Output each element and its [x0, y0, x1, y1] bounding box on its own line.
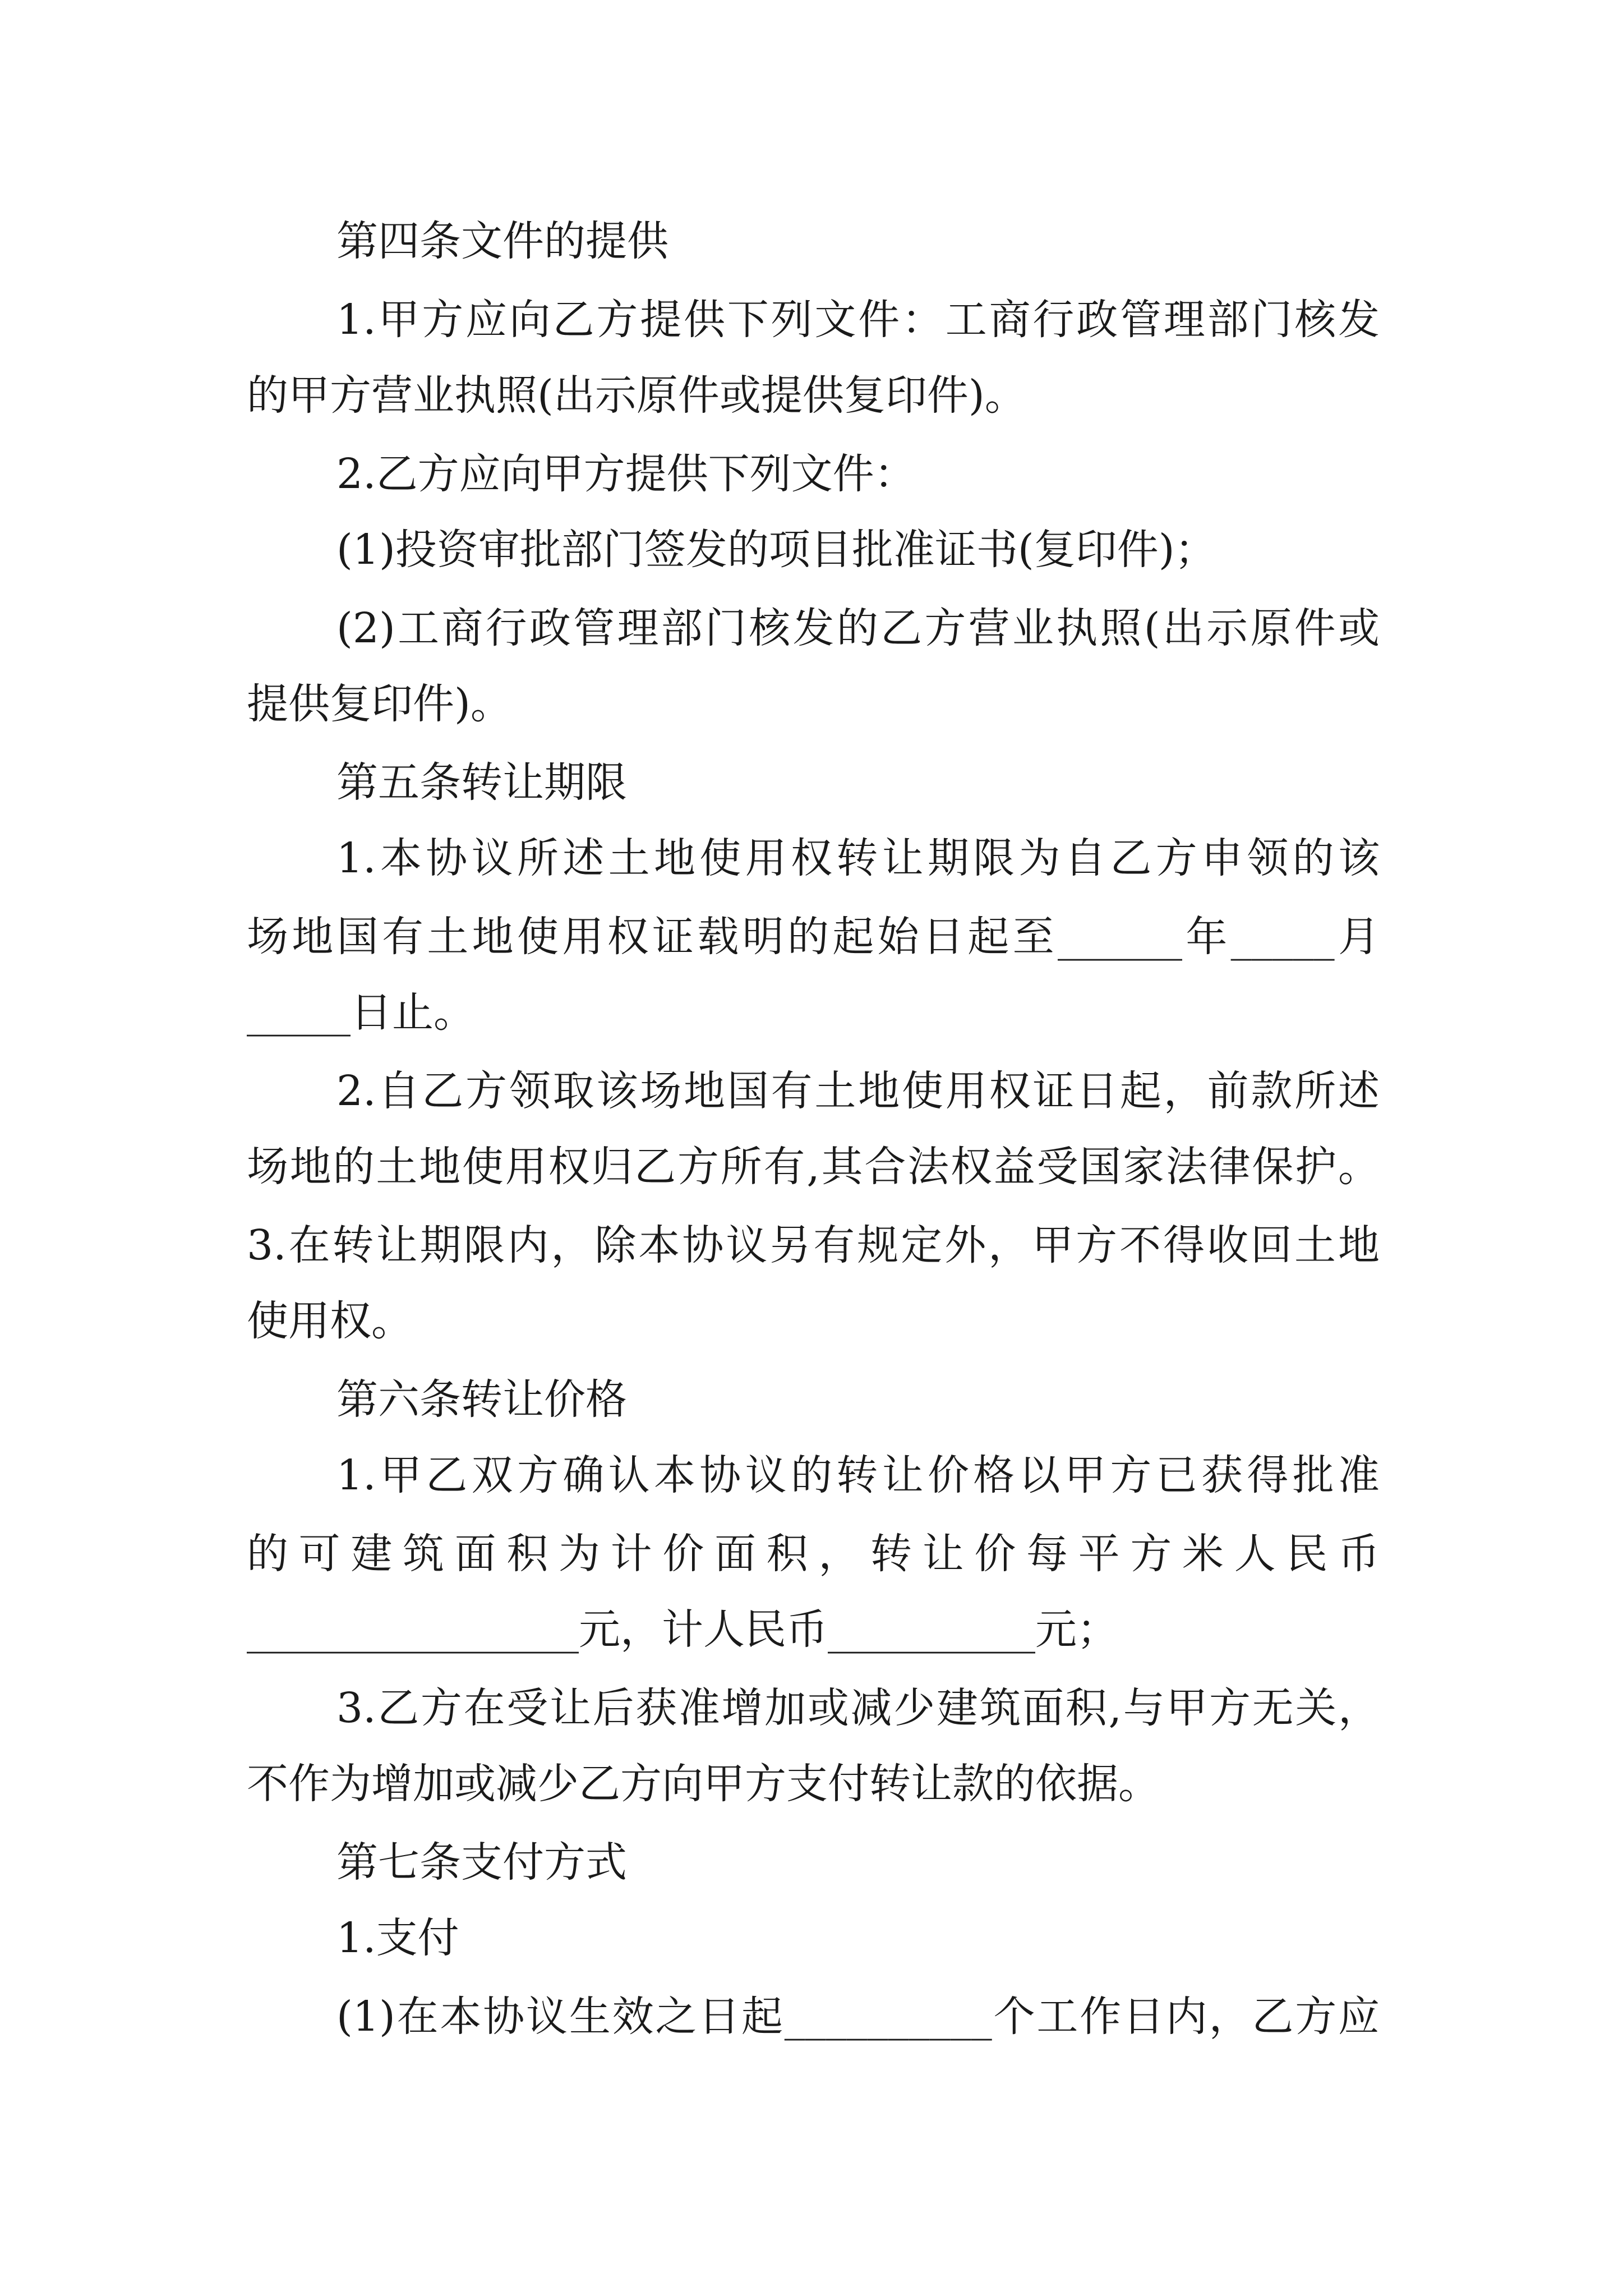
paragraph-line: 提供复印件)。 [247, 680, 512, 728]
paragraph-line: _____日止。 [247, 988, 475, 1037]
article-6-heading: 第六条转让价格 [336, 1375, 627, 1424]
paragraph-line: 1.支付 [336, 1914, 459, 1962]
paragraph-line: 不作为增加或减少乙方向甲方支付转让款的依据。 [247, 1760, 1160, 1808]
paragraph-line: 2.乙方应向甲方提供下列文件： [336, 450, 916, 498]
paragraph-line: 1.甲方应向乙方提供下列文件：工商行政管理部门核发 [336, 296, 1380, 344]
paragraph-line: 1.本协议所述土地使用权转让期限为自乙方申领的该 [336, 834, 1380, 882]
article-5-heading: 第五条转让期限 [336, 758, 627, 807]
paragraph-line: 2.自乙方领取该场地国有土地使用权证日起，前款所述 [336, 1067, 1380, 1115]
paragraph-line: (1)在本协议生效之日起__________个工作日内，乙方应 [336, 1993, 1380, 2041]
article-7-heading: 第七条支付方式 [336, 1838, 627, 1887]
paragraph-line: 1.甲乙双方确认本协议的转让价格以甲方已获得批准 [336, 1451, 1380, 1499]
paragraph-line: ________________元，计人民币__________元； [247, 1605, 1118, 1654]
paragraph-line: (1)投资审批部门签发的项目批准证书(复印件)； [336, 526, 1216, 574]
paragraph-line: 3.乙方在受让后获准增加或减少建筑面积,与甲方无关， [336, 1684, 1380, 1732]
paragraph-line: 场地的土地使用权归乙方所有,其合法权益受国家法律保护。 [247, 1143, 1380, 1191]
paragraph-line: 的可建筑面积为计价面积，转让价每平方米人民币 [247, 1530, 1380, 1578]
paragraph-line: 的甲方营业执照(出示原件或提供复印件)。 [247, 371, 1026, 420]
article-4-heading: 第四条文件的提供 [336, 217, 668, 265]
paragraph-line: 3.在转让期限内，除本协议另有规定外，甲方不得收回土地 [247, 1221, 1380, 1269]
paragraph-line: 使用权。 [247, 1297, 413, 1345]
paragraph-line: (2)工商行政管理部门核发的乙方营业执照(出示原件或 [336, 604, 1380, 652]
paragraph-line: 场地国有土地使用权证载明的起始日起至______年_____月 [247, 913, 1380, 961]
